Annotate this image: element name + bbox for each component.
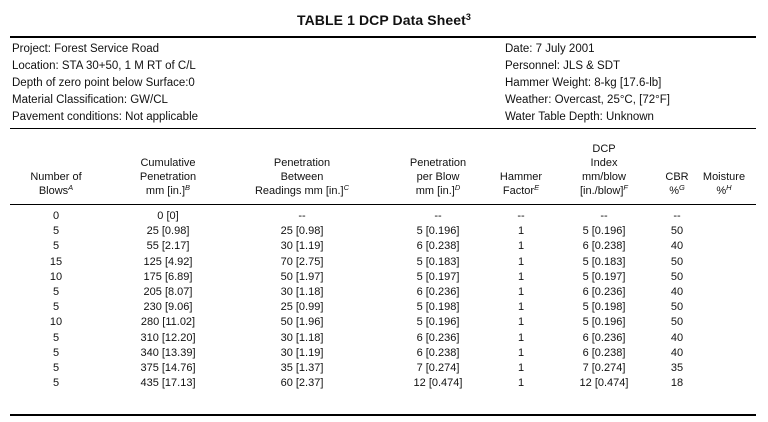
info-weather: Weather: Overcast, 25°C, [72°F] bbox=[505, 94, 670, 106]
table-cell: 5 bbox=[52, 331, 60, 344]
column-header-line bbox=[534, 156, 674, 170]
table-cell: 50 bbox=[670, 255, 684, 268]
column-header-text: % bbox=[716, 185, 727, 197]
table-cell: 40 bbox=[670, 286, 684, 298]
table-cell: 10 bbox=[49, 270, 63, 283]
table-title-text: TABLE 1 DCP Data Sheet bbox=[296, 12, 466, 28]
column-header-line bbox=[232, 156, 372, 170]
table-cell: 1 bbox=[517, 316, 525, 329]
table-cell: 6 [0.238] bbox=[416, 240, 460, 253]
table-cell: 5 [0.196] bbox=[416, 225, 460, 238]
table-cell: 12 [0.474] bbox=[579, 377, 629, 390]
table-cell: 1 bbox=[517, 225, 525, 238]
table-cell: 40 bbox=[670, 240, 684, 253]
table-cell: 50 [1.97] bbox=[280, 270, 324, 283]
table-cell: 25 [0.99] bbox=[280, 301, 324, 314]
table-cell: 60 [2.37] bbox=[280, 377, 324, 390]
column-header-line bbox=[654, 170, 768, 184]
column-header-text: Index bbox=[590, 157, 618, 169]
table-cell: 30 [1.18] bbox=[280, 331, 324, 344]
info-location: Location: STA 30+50, 1 M RT of C/L bbox=[12, 60, 196, 72]
column-header-text: per Blow bbox=[416, 171, 460, 183]
table-cell: 5 [0.183] bbox=[582, 255, 626, 268]
table-cell: 1 bbox=[517, 331, 525, 344]
table-row bbox=[0, 270, 768, 285]
column-header-text: DCP bbox=[592, 143, 616, 155]
table-cell: 6 [0.238] bbox=[582, 240, 626, 253]
table-cell: 5 [0.197] bbox=[582, 270, 626, 283]
table-cell: 5 [0.196] bbox=[416, 316, 460, 329]
info-material: Material Classification: GW/CL bbox=[12, 94, 168, 106]
table-cell: 30 [1.19] bbox=[280, 346, 324, 359]
column-header-text: CBR bbox=[665, 171, 689, 183]
table-cell: 1 bbox=[517, 377, 525, 390]
table-cell: 5 [0.198] bbox=[582, 301, 626, 314]
column-footnote-marker: B bbox=[185, 183, 191, 192]
table-cell: 6 [0.236] bbox=[582, 286, 626, 298]
table-cell: 50 [1.96] bbox=[280, 316, 324, 329]
table-row bbox=[0, 209, 768, 224]
table-cell: 55 [2.17] bbox=[146, 240, 190, 253]
column-footnote-marker: F bbox=[623, 183, 628, 192]
column-footnote-marker: G bbox=[678, 183, 685, 192]
table-cell: 1 bbox=[517, 255, 525, 268]
table-cell: 5 [0.196] bbox=[582, 225, 626, 238]
table-cell: 5 [0.197] bbox=[416, 270, 460, 283]
table-cell: 5 [0.183] bbox=[416, 255, 460, 268]
column-header-line bbox=[98, 184, 238, 198]
info-water-table: Water Table Depth: Unknown bbox=[505, 111, 654, 123]
info-pavement: Pavement conditions: Not applicable bbox=[12, 111, 199, 123]
table-row bbox=[0, 376, 768, 391]
table-cell: 40 bbox=[670, 331, 684, 344]
table-cell: 340 [13.39] bbox=[140, 346, 196, 359]
column-header-line bbox=[654, 184, 768, 198]
table-cell: 6 [0.236] bbox=[582, 331, 626, 344]
table-row bbox=[0, 346, 768, 361]
table-cell: 50 bbox=[670, 225, 684, 238]
column-header-text: Readings mm [in.] bbox=[254, 185, 344, 197]
column-header-text: mm [in.] bbox=[415, 185, 455, 197]
table-row bbox=[0, 361, 768, 376]
column-header-text: [in./blow] bbox=[579, 185, 624, 197]
table-cell: 50 bbox=[670, 270, 684, 283]
table-cell: 6 [0.236] bbox=[416, 286, 460, 298]
info-hammer-weight: Hammer Weight: 8-kg [17.6-lb] bbox=[505, 77, 662, 89]
table-cell: 1 bbox=[517, 240, 525, 253]
info-date: Date: 7 July 2001 bbox=[505, 43, 595, 55]
table-cell: 40 bbox=[670, 346, 684, 359]
column-header-text: % bbox=[669, 185, 679, 197]
column-header-text: Cumulative bbox=[140, 157, 196, 169]
table-cell: 175 [6.89] bbox=[143, 270, 193, 283]
table-cell: 0 bbox=[52, 210, 60, 222]
column-header-text: Between bbox=[280, 171, 324, 183]
column-header-line bbox=[534, 142, 674, 156]
table-cell: 5 bbox=[52, 225, 60, 238]
table-cell: 0 [0] bbox=[157, 210, 179, 222]
table-cell: 70 [2.75] bbox=[280, 255, 324, 268]
table-title-footnote: 3 bbox=[465, 12, 472, 22]
table-row bbox=[0, 331, 768, 346]
table-cell: 125 [4.92] bbox=[143, 255, 193, 268]
table-cell: -- bbox=[517, 210, 525, 222]
table-row bbox=[0, 239, 768, 254]
table-cell: 1 bbox=[517, 301, 525, 314]
table-cell: 5 bbox=[52, 346, 60, 359]
top-rule bbox=[10, 36, 756, 38]
table-cell: 1 bbox=[517, 270, 525, 283]
column-header-text: Hammer bbox=[499, 171, 543, 183]
table-cell: 205 [8.07] bbox=[143, 286, 193, 298]
info-personnel: Personnel: JLS & SDT bbox=[505, 60, 621, 72]
column-header-text: Factor bbox=[502, 185, 535, 197]
column-header-line bbox=[232, 184, 372, 198]
column-header-text: Moisture bbox=[702, 171, 746, 183]
table-cell: 1 bbox=[517, 286, 525, 298]
table-cell: 18 bbox=[670, 377, 684, 390]
table-cell: 5 [0.198] bbox=[416, 301, 460, 314]
table-row bbox=[0, 285, 768, 300]
table-title bbox=[0, 12, 768, 28]
info-project: Project: Forest Service Road bbox=[12, 43, 160, 55]
table-row bbox=[0, 315, 768, 330]
table-cell: -- bbox=[434, 210, 442, 222]
table-row bbox=[0, 255, 768, 270]
table-cell: 10 bbox=[49, 316, 63, 329]
table-cell: 12 [0.474] bbox=[413, 377, 463, 390]
table-cell: 5 bbox=[52, 362, 60, 374]
table-cell: 7 [0.274] bbox=[582, 362, 626, 374]
column-header-text: Penetration bbox=[139, 171, 197, 183]
table-cell: 280 [11.02] bbox=[140, 316, 196, 329]
project-info-right bbox=[505, 41, 670, 126]
column-header bbox=[98, 156, 238, 198]
table-cell: 5 bbox=[52, 301, 60, 314]
table-cell: 310 [12.20] bbox=[140, 331, 196, 344]
table-cell: 6 [0.238] bbox=[582, 346, 626, 359]
column-header-text: Penetration bbox=[409, 157, 467, 169]
info-divider-rule bbox=[10, 128, 756, 129]
table-cell: 50 bbox=[670, 316, 684, 329]
table-cell: 230 [9.06] bbox=[143, 301, 193, 314]
header-divider-rule bbox=[10, 204, 756, 205]
table-cell: 6 [0.238] bbox=[416, 346, 460, 359]
table-row bbox=[0, 224, 768, 239]
table-cell: 435 [17.13] bbox=[140, 377, 196, 390]
table-cell: 6 [0.236] bbox=[416, 331, 460, 344]
column-header-line bbox=[368, 156, 508, 170]
table-cell: 5 bbox=[52, 377, 60, 390]
column-header-text: Number of bbox=[30, 171, 82, 183]
column-header-line bbox=[98, 156, 238, 170]
table-cell: 30 [1.19] bbox=[280, 240, 324, 253]
table-cell: -- bbox=[298, 210, 306, 222]
table-cell: 7 [0.274] bbox=[416, 362, 460, 374]
column-header bbox=[654, 170, 768, 198]
column-footnote-marker: D bbox=[454, 183, 461, 192]
column-header-line bbox=[232, 170, 372, 184]
table-cell: 375 [14.76] bbox=[140, 362, 196, 374]
table-cell: 1 bbox=[517, 346, 525, 359]
column-footnote-marker: A bbox=[68, 183, 74, 192]
table-cell: 25 [0.98] bbox=[280, 225, 324, 238]
table-cell: 35 bbox=[670, 362, 684, 374]
column-header-text: mm/blow bbox=[581, 171, 626, 183]
project-info-left bbox=[12, 41, 198, 126]
column-header bbox=[232, 156, 372, 198]
table-cell: -- bbox=[673, 210, 681, 222]
table-cell: 25 [0.98] bbox=[146, 225, 190, 238]
table-cell: -- bbox=[600, 210, 608, 222]
column-header-text: Blows bbox=[38, 185, 69, 197]
table-cell: 5 [0.196] bbox=[582, 316, 626, 329]
column-footnote-marker: E bbox=[534, 183, 540, 192]
table-cell: 35 [1.37] bbox=[280, 362, 324, 374]
table-cell: 50 bbox=[670, 301, 684, 314]
table-cell: 5 bbox=[52, 286, 60, 298]
column-header-line bbox=[98, 170, 238, 184]
table-cell: 5 bbox=[52, 240, 60, 253]
table-cell: 15 bbox=[49, 255, 63, 268]
table-cell: 1 bbox=[517, 362, 525, 374]
column-footnote-marker: C bbox=[343, 183, 350, 192]
bottom-rule bbox=[10, 414, 756, 416]
column-footnote-marker: H bbox=[726, 183, 732, 192]
column-header-text: Penetration bbox=[273, 157, 331, 169]
table-row bbox=[0, 300, 768, 315]
info-zero-depth: Depth of zero point below Surface:0 bbox=[12, 77, 195, 89]
table-cell: 30 [1.18] bbox=[280, 286, 324, 298]
column-header-text: mm [in.] bbox=[145, 185, 186, 197]
